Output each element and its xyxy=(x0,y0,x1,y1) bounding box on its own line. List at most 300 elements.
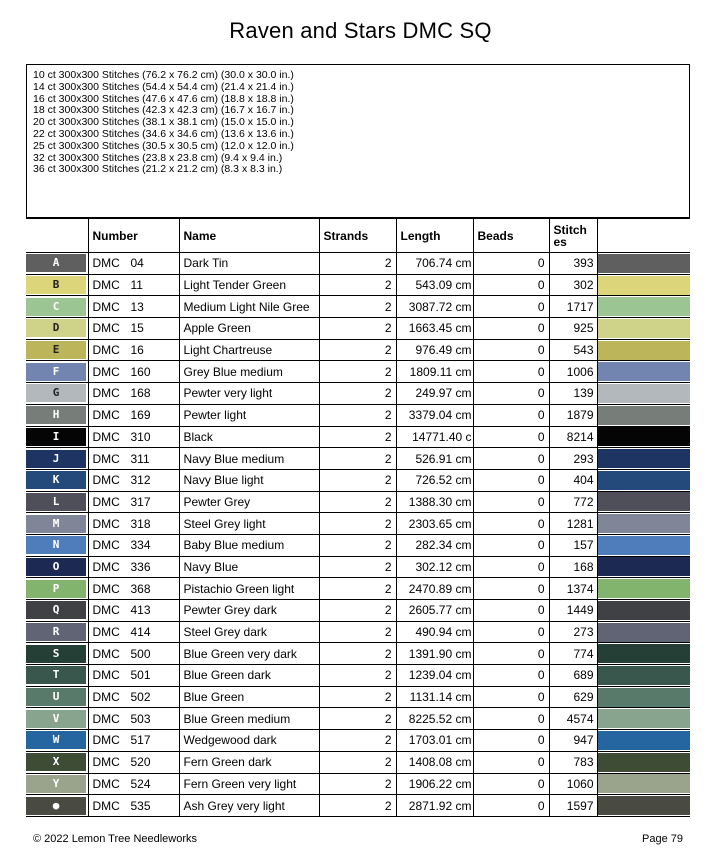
beads-cell: 0 xyxy=(473,361,549,383)
strands-cell: 2 xyxy=(319,643,396,665)
number-cell xyxy=(88,513,179,535)
strands-cell: 2 xyxy=(319,296,396,318)
symbol-cell xyxy=(26,383,88,405)
fabric-size-line: 36 ct 300x300 Stitches (21.2 x 21.2 cm) (8.3 x 8.3 in.) xyxy=(33,163,283,176)
number-cell xyxy=(88,665,179,687)
name-cell: Black xyxy=(179,426,319,448)
name-cell: Blue Green dark xyxy=(179,665,319,687)
color-swatch xyxy=(598,753,691,772)
symbol-chip: U xyxy=(26,688,86,706)
symbol-cell xyxy=(26,773,88,795)
color-swatch-cell xyxy=(597,556,690,578)
name-cell: Wedgewood dark xyxy=(179,730,319,752)
color-swatch xyxy=(598,492,691,511)
symbol-cell xyxy=(26,708,88,730)
symbol-cell xyxy=(26,426,88,448)
table-row xyxy=(26,665,690,687)
symbol-cell xyxy=(26,621,88,643)
beads-cell: 0 xyxy=(473,773,549,795)
stitches-cell: 772 xyxy=(549,491,597,513)
name-cell: Dark Tin xyxy=(179,253,319,275)
length-cell: 8225.52 cm xyxy=(396,708,473,730)
color-swatch xyxy=(598,644,691,663)
number-cell xyxy=(88,795,179,817)
strands-cell: 2 xyxy=(319,621,396,643)
symbol-chip: ● xyxy=(26,797,86,815)
symbol-cell xyxy=(26,665,88,687)
strands-cell: 2 xyxy=(319,513,396,535)
color-swatch xyxy=(598,514,691,533)
symbol-cell xyxy=(26,751,88,773)
symbol-chip: C xyxy=(26,298,86,316)
table-row xyxy=(26,795,690,817)
beads-cell: 0 xyxy=(473,730,549,752)
stitches-cell: 1597 xyxy=(549,795,597,817)
symbol-chip: E xyxy=(26,341,86,359)
page-title: Raven and Stars DMC SQ xyxy=(229,18,492,43)
name-cell: Grey Blue medium xyxy=(179,361,319,383)
symbol-cell xyxy=(26,253,88,275)
number-cell xyxy=(88,534,179,556)
symbol-chip: X xyxy=(26,753,86,771)
symbol-chip: W xyxy=(26,731,86,749)
stitches-cell: 404 xyxy=(549,469,597,491)
name-cell: Steel Grey dark xyxy=(179,621,319,643)
table-row xyxy=(26,643,690,665)
color-header xyxy=(597,219,690,253)
table-row xyxy=(26,686,690,708)
name-cell: Light Tender Green xyxy=(179,274,319,296)
stitches-cell: 4574 xyxy=(549,708,597,730)
color-swatch-cell xyxy=(597,491,690,513)
floss-number: 524 xyxy=(130,776,151,791)
stitches-header: Stitch es xyxy=(549,219,597,253)
brand-label: DMC xyxy=(92,321,120,336)
length-cell: 302.12 cm xyxy=(396,556,473,578)
stitches-cell: 1879 xyxy=(549,404,597,426)
strands-cell: 2 xyxy=(319,708,396,730)
beads-cell: 0 xyxy=(473,274,549,296)
color-swatch-cell xyxy=(597,469,690,491)
strands-cell: 2 xyxy=(319,318,396,340)
beads-cell: 0 xyxy=(473,600,549,622)
floss-number: 04 xyxy=(130,256,144,271)
color-swatch xyxy=(598,688,691,707)
floss-number: 169 xyxy=(130,408,151,423)
strands-cell: 2 xyxy=(319,556,396,578)
table-row xyxy=(26,751,690,773)
symbol-cell xyxy=(26,795,88,817)
strands-cell: 2 xyxy=(319,491,396,513)
page-number: Page 79 xyxy=(642,833,683,845)
color-swatch-cell xyxy=(597,730,690,752)
name-cell: Navy Blue xyxy=(179,556,319,578)
floss-number: 160 xyxy=(130,364,151,379)
number-cell xyxy=(88,404,179,426)
brand-label: DMC xyxy=(92,646,120,661)
length-cell: 976.49 cm xyxy=(396,339,473,361)
beads-cell: 0 xyxy=(473,578,549,600)
strands-cell: 2 xyxy=(319,469,396,491)
brand-label: DMC xyxy=(92,343,120,358)
number-cell xyxy=(88,383,179,405)
strands-cell: 2 xyxy=(319,730,396,752)
floss-number: 520 xyxy=(130,755,151,770)
symbol-cell xyxy=(26,361,88,383)
strands-cell: 2 xyxy=(319,600,396,622)
beads-cell: 0 xyxy=(473,621,549,643)
fabric-size-line: 22 ct 300x300 Stitches (34.6 x 34.6 cm) (13.6 x 13.6 in.) xyxy=(33,127,294,140)
symbol-chip: L xyxy=(26,493,86,511)
table-row xyxy=(26,556,690,578)
number-cell xyxy=(88,448,179,470)
color-swatch-cell xyxy=(597,404,690,426)
color-swatch xyxy=(598,536,691,555)
symbol-chip: V xyxy=(26,710,86,728)
stitches-cell: 1717 xyxy=(549,296,597,318)
color-swatch-cell xyxy=(597,339,690,361)
symbol-cell xyxy=(26,556,88,578)
table-row xyxy=(26,513,690,535)
floss-number: 500 xyxy=(130,646,151,661)
beads-cell: 0 xyxy=(473,469,549,491)
name-cell: Blue Green medium xyxy=(179,708,319,730)
stitches-cell: 273 xyxy=(549,621,597,643)
number-cell xyxy=(88,600,179,622)
stitches-cell: 139 xyxy=(549,383,597,405)
table-row xyxy=(26,491,690,513)
name-cell: Pewter Grey dark xyxy=(179,600,319,622)
color-swatch xyxy=(598,319,691,338)
color-swatch-cell xyxy=(597,296,690,318)
length-cell: 249.97 cm xyxy=(396,383,473,405)
color-swatch xyxy=(598,601,691,620)
name-cell: Medium Light Nile Gree xyxy=(179,296,319,318)
strands-cell: 2 xyxy=(319,361,396,383)
color-swatch xyxy=(598,276,691,295)
floss-number: 16 xyxy=(130,343,144,358)
floss-number: 311 xyxy=(130,451,150,466)
floss-number: 317 xyxy=(130,494,151,509)
name-cell: Ash Grey very light xyxy=(179,795,319,817)
color-swatch-cell xyxy=(597,274,690,296)
symbol-chip: M xyxy=(26,515,86,533)
brand-label: DMC xyxy=(92,776,120,791)
number-cell xyxy=(88,426,179,448)
color-swatch xyxy=(598,709,691,728)
brand-label: DMC xyxy=(92,408,120,423)
floss-number: 336 xyxy=(130,559,151,574)
beads-cell: 0 xyxy=(473,751,549,773)
length-cell: 14771.40 c xyxy=(396,426,473,448)
length-cell: 526.91 cm xyxy=(396,448,473,470)
fabric-size-line: 14 ct 300x300 Stitches (54.4 x 54.4 cm) (21.4 x 21.4 in.) xyxy=(33,80,294,93)
brand-label: DMC xyxy=(92,364,120,379)
symbol-cell xyxy=(26,730,88,752)
fabric-size-line: 25 ct 300x300 Stitches (30.5 x 30.5 cm) (12.0 x 12.0 in.) xyxy=(33,139,294,152)
symbol-chip: N xyxy=(26,536,86,554)
name-cell: Pewter Grey xyxy=(179,491,319,513)
stitches-cell: 947 xyxy=(549,730,597,752)
stitches-cell: 783 xyxy=(549,751,597,773)
length-cell: 2605.77 cm xyxy=(396,600,473,622)
color-swatch xyxy=(598,384,691,403)
color-swatch-cell xyxy=(597,383,690,405)
length-cell: 282.34 cm xyxy=(396,534,473,556)
number-cell xyxy=(88,621,179,643)
symbol-cell xyxy=(26,469,88,491)
length-cell: 1809.11 cm xyxy=(396,361,473,383)
beads-cell: 0 xyxy=(473,534,549,556)
symbol-cell xyxy=(26,296,88,318)
length-cell: 1131.14 cm xyxy=(396,686,473,708)
symbol-chip: G xyxy=(26,384,86,402)
color-swatch-cell xyxy=(597,621,690,643)
length-cell: 1239.04 cm xyxy=(396,665,473,687)
name-cell: Pewter very light xyxy=(179,383,319,405)
symbol-chip: J xyxy=(26,450,86,468)
number-cell xyxy=(88,339,179,361)
number-cell xyxy=(88,253,179,275)
symbol-chip: F xyxy=(26,363,86,381)
table-row xyxy=(26,339,690,361)
stitches-cell: 1281 xyxy=(549,513,597,535)
floss-number: 312 xyxy=(130,473,151,488)
color-swatch-cell xyxy=(597,426,690,448)
color-swatch xyxy=(598,406,691,425)
color-swatch-cell xyxy=(597,513,690,535)
length-cell: 543.09 cm xyxy=(396,274,473,296)
symbol-header xyxy=(26,219,88,253)
brand-label: DMC xyxy=(92,473,120,488)
beads-cell: 0 xyxy=(473,491,549,513)
stitches-cell: 168 xyxy=(549,556,597,578)
fabric-size-line: 18 ct 300x300 Stitches (42.3 x 42.3 cm) (16.7 x 16.7 in.) xyxy=(33,104,294,117)
name-header: Name xyxy=(179,219,319,253)
brand-label: DMC xyxy=(92,603,120,618)
beads-cell: 0 xyxy=(473,339,549,361)
name-cell: Blue Green very dark xyxy=(179,643,319,665)
color-swatch-cell xyxy=(597,773,690,795)
strands-header: Strands xyxy=(319,219,396,253)
stitches-cell: 774 xyxy=(549,643,597,665)
strands-cell: 2 xyxy=(319,383,396,405)
number-cell xyxy=(88,643,179,665)
color-swatch xyxy=(598,796,691,815)
stitches-cell: 1006 xyxy=(549,361,597,383)
strands-cell: 2 xyxy=(319,253,396,275)
color-swatch-cell xyxy=(597,600,690,622)
color-swatch-cell xyxy=(597,686,690,708)
length-cell: 2470.89 cm xyxy=(396,578,473,600)
color-swatch xyxy=(598,362,691,381)
color-swatch xyxy=(598,557,691,576)
table-row xyxy=(26,534,690,556)
brand-label: DMC xyxy=(92,581,120,596)
beads-cell: 0 xyxy=(473,686,549,708)
table-row xyxy=(26,621,690,643)
name-cell: Fern Green very light xyxy=(179,773,319,795)
floss-number: 503 xyxy=(130,711,151,726)
beads-cell: 0 xyxy=(473,795,549,817)
table-row xyxy=(26,318,690,340)
number-cell xyxy=(88,708,179,730)
brand-label: DMC xyxy=(92,798,120,813)
floss-number: 318 xyxy=(130,516,151,531)
table-row xyxy=(26,274,690,296)
symbol-cell xyxy=(26,578,88,600)
symbol-chip: Q xyxy=(26,601,86,619)
length-cell: 706.74 cm xyxy=(396,253,473,275)
symbol-cell xyxy=(26,513,88,535)
color-swatch xyxy=(598,471,691,490)
number-cell xyxy=(88,318,179,340)
number-cell xyxy=(88,556,179,578)
fabric-size-line: 16 ct 300x300 Stitches (47.6 x 47.6 cm) (18.8 x 18.8 in.) xyxy=(33,92,294,105)
brand-label: DMC xyxy=(92,516,120,531)
table-row xyxy=(26,730,690,752)
beads-cell: 0 xyxy=(473,253,549,275)
floss-number: 535 xyxy=(130,798,151,813)
table-row xyxy=(26,253,690,275)
beads-cell: 0 xyxy=(473,426,549,448)
brand-label: DMC xyxy=(92,559,120,574)
brand-label: DMC xyxy=(92,711,120,726)
length-cell: 1408.08 cm xyxy=(396,751,473,773)
table-row xyxy=(26,578,690,600)
length-cell: 2871.92 cm xyxy=(396,795,473,817)
symbol-cell xyxy=(26,534,88,556)
table-header-row xyxy=(26,219,690,253)
color-swatch-cell xyxy=(597,795,690,817)
brand-label: DMC xyxy=(92,451,120,466)
table-row xyxy=(26,404,690,426)
brand-label: DMC xyxy=(92,690,120,705)
stitches-cell: 157 xyxy=(549,534,597,556)
symbol-cell xyxy=(26,491,88,513)
beads-cell: 0 xyxy=(473,708,549,730)
floss-number: 13 xyxy=(130,299,144,314)
symbol-cell xyxy=(26,643,88,665)
name-cell: Pewter light xyxy=(179,404,319,426)
table-row xyxy=(26,600,690,622)
symbol-chip: B xyxy=(26,276,86,294)
stitches-cell: 543 xyxy=(549,339,597,361)
strands-cell: 2 xyxy=(319,426,396,448)
strands-cell: 2 xyxy=(319,665,396,687)
symbol-cell xyxy=(26,404,88,426)
length-cell: 3087.72 cm xyxy=(396,296,473,318)
thread-table xyxy=(26,218,690,817)
symbol-chip: R xyxy=(26,623,86,641)
brand-label: DMC xyxy=(92,733,120,748)
length-cell: 1388.30 cm xyxy=(396,491,473,513)
color-swatch-cell xyxy=(597,643,690,665)
length-cell: 726.52 cm xyxy=(396,469,473,491)
beads-cell: 0 xyxy=(473,318,549,340)
number-cell xyxy=(88,773,179,795)
name-cell: Fern Green dark xyxy=(179,751,319,773)
length-cell: 1906.22 cm xyxy=(396,773,473,795)
brand-label: DMC xyxy=(92,668,120,683)
table-row xyxy=(26,448,690,470)
beads-cell: 0 xyxy=(473,404,549,426)
color-swatch xyxy=(598,774,691,793)
brand-label: DMC xyxy=(92,386,120,401)
symbol-chip: P xyxy=(26,580,86,598)
color-swatch xyxy=(598,623,691,642)
fabric-size-line: 32 ct 300x300 Stitches (23.8 x 23.8 cm) (9.4 x 9.4 in.) xyxy=(33,151,283,164)
symbol-chip: K xyxy=(26,471,86,489)
table-row xyxy=(26,469,690,491)
name-cell: Steel Grey light xyxy=(179,513,319,535)
strands-cell: 2 xyxy=(319,534,396,556)
color-swatch-cell xyxy=(597,751,690,773)
table-row xyxy=(26,361,690,383)
floss-number: 502 xyxy=(130,690,151,705)
floss-number: 334 xyxy=(130,538,151,553)
stitches-cell: 1060 xyxy=(549,773,597,795)
strands-cell: 2 xyxy=(319,448,396,470)
symbol-chip: I xyxy=(26,428,86,446)
name-cell: Navy Blue medium xyxy=(179,448,319,470)
brand-label: DMC xyxy=(92,538,120,553)
stitches-cell: 1374 xyxy=(549,578,597,600)
symbol-chip: Y xyxy=(26,775,86,793)
color-swatch-cell xyxy=(597,534,690,556)
color-swatch xyxy=(598,666,691,685)
stitches-cell: 629 xyxy=(549,686,597,708)
symbol-chip: H xyxy=(26,406,86,424)
fabric-size-list xyxy=(26,64,690,218)
beads-cell: 0 xyxy=(473,556,549,578)
color-swatch-cell xyxy=(597,253,690,275)
length-cell: 3379.04 cm xyxy=(396,404,473,426)
symbol-chip: T xyxy=(26,666,86,684)
number-cell xyxy=(88,274,179,296)
name-cell: Baby Blue medium xyxy=(179,534,319,556)
stitches-cell: 689 xyxy=(549,665,597,687)
symbol-cell xyxy=(26,600,88,622)
beads-cell: 0 xyxy=(473,448,549,470)
strands-cell: 2 xyxy=(319,795,396,817)
number-cell xyxy=(88,751,179,773)
brand-label: DMC xyxy=(92,256,120,271)
brand-label: DMC xyxy=(92,755,120,770)
stitches-cell: 1449 xyxy=(549,600,597,622)
number-cell xyxy=(88,361,179,383)
length-cell: 490.94 cm xyxy=(396,621,473,643)
beads-header: Beads xyxy=(473,219,549,253)
strands-cell: 2 xyxy=(319,274,396,296)
beads-cell: 0 xyxy=(473,643,549,665)
stitches-cell: 8214 xyxy=(549,426,597,448)
color-swatch xyxy=(598,579,691,598)
brand-label: DMC xyxy=(92,429,120,444)
beads-cell: 0 xyxy=(473,665,549,687)
number-cell xyxy=(88,296,179,318)
floss-number: 413 xyxy=(130,603,151,618)
brand-label: DMC xyxy=(92,299,120,314)
table-row xyxy=(26,383,690,405)
length-cell: 1703.01 cm xyxy=(396,730,473,752)
stitches-cell: 925 xyxy=(549,318,597,340)
number-cell xyxy=(88,491,179,513)
strands-cell: 2 xyxy=(319,578,396,600)
name-cell: Apple Green xyxy=(179,318,319,340)
symbol-chip: S xyxy=(26,645,86,663)
floss-number: 517 xyxy=(130,733,151,748)
